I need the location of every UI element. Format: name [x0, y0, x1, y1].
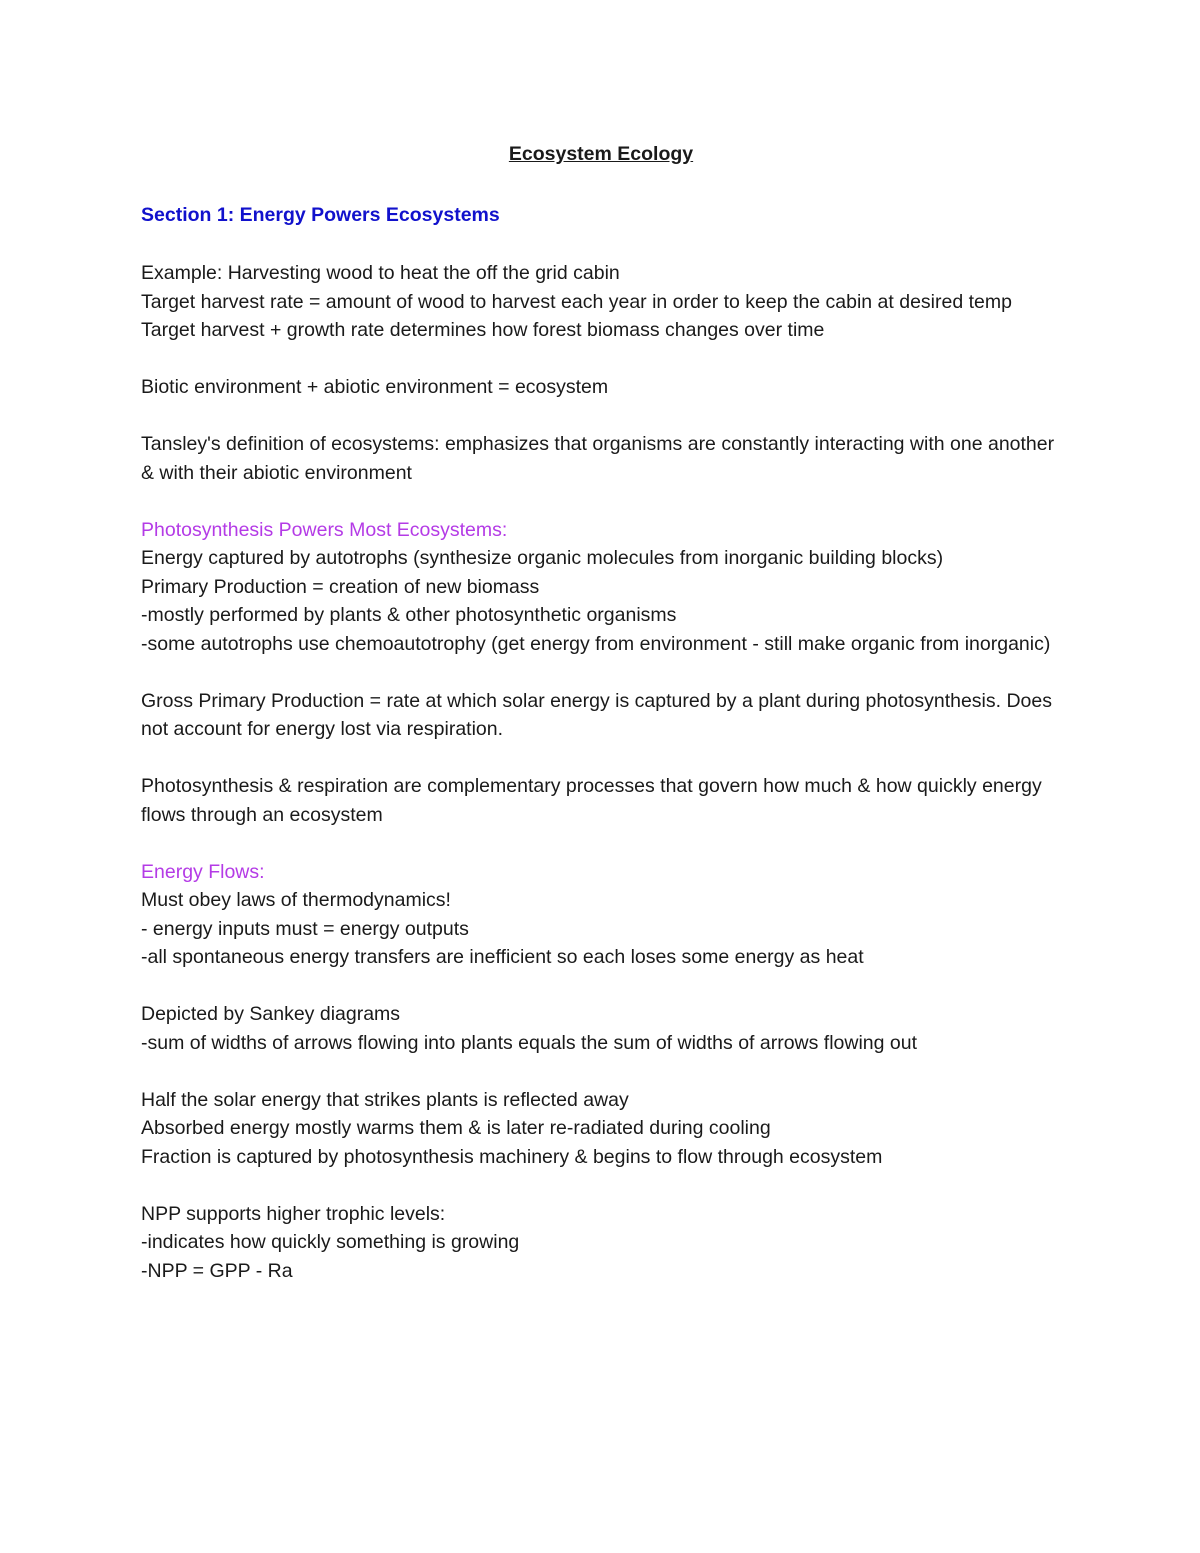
sankey-line: Depicted by Sankey diagrams — [141, 1003, 401, 1025]
npp-line: -indicates how quickly something is growing — [141, 1231, 520, 1253]
energy-flows-line: Must obey laws of thermodynamics! — [141, 889, 451, 911]
intro-line: Example: Harvesting wood to heat the off the grid cabin — [141, 262, 620, 284]
solar-line: Half the solar energy that strikes plants is reflected away — [141, 1088, 629, 1111]
gpp-definition: Gross Primary Production = rate at which solar energy is captured by a plant during photosynthesis. Does not account for energy lost via respiration. — [141, 689, 1052, 740]
photosynthesis-line: Energy captured by autotrophs (synthesize organic molecules from inorganic building blocks) — [141, 547, 944, 569]
tansley-definition: Tansley's definition of ecosystems: emphasizes that organisms are constantly interacting with one another & with their abiotic environment — [141, 433, 1055, 484]
solar-line: Fraction is captured by photosynthesis machinery & begins to flow through ecosystem — [141, 1145, 883, 1168]
npp-line: NPP supports higher trophic levels: — [141, 1202, 446, 1225]
section-1-heading: Section 1: Energy Powers Ecosystems — [141, 203, 500, 226]
intro-line: Target harvest rate = amount of wood to harvest each year in order to keep the cabin at desired temp — [141, 290, 1012, 313]
energy-flows-heading: Energy Flows: — [141, 860, 265, 883]
photosynthesis-line: -mostly performed by plants & other photosynthetic organisms — [141, 604, 677, 626]
photosynthesis-line: -some autotrophs use chemoautotrophy (get energy from environment - still make organic from inorganic) — [141, 632, 1051, 655]
photosynthesis-line: Primary Production = creation of new biomass — [141, 575, 540, 598]
sankey-line: -sum of widths of arrows flowing into plants equals the sum of widths of arrows flowing out — [141, 1031, 918, 1054]
energy-flows-line: -all spontaneous energy transfers are inefficient so each loses some energy as heat — [141, 946, 864, 968]
solar-line: Absorbed energy mostly warms them & is later re-radiated during cooling — [141, 1117, 771, 1139]
intro-line: Target harvest + growth rate determines how forest biomass changes over time — [141, 319, 825, 341]
document-title: Ecosystem Ecology — [508, 143, 694, 165]
energy-flows-line: - energy inputs must = energy outputs — [141, 917, 469, 940]
photosynthesis-heading: Photosynthesis Powers Most Ecosystems: — [141, 518, 508, 541]
complementary-processes: Photosynthesis & respiration are complementary processes that govern how much & how quickly energy flows through an ecosystem — [141, 775, 1042, 826]
biotic-line: Biotic environment + abiotic environment = ecosystem — [141, 376, 609, 398]
document-page — [141, 138, 1061, 1285]
npp-line: -NPP = GPP - Ra — [141, 1259, 293, 1282]
